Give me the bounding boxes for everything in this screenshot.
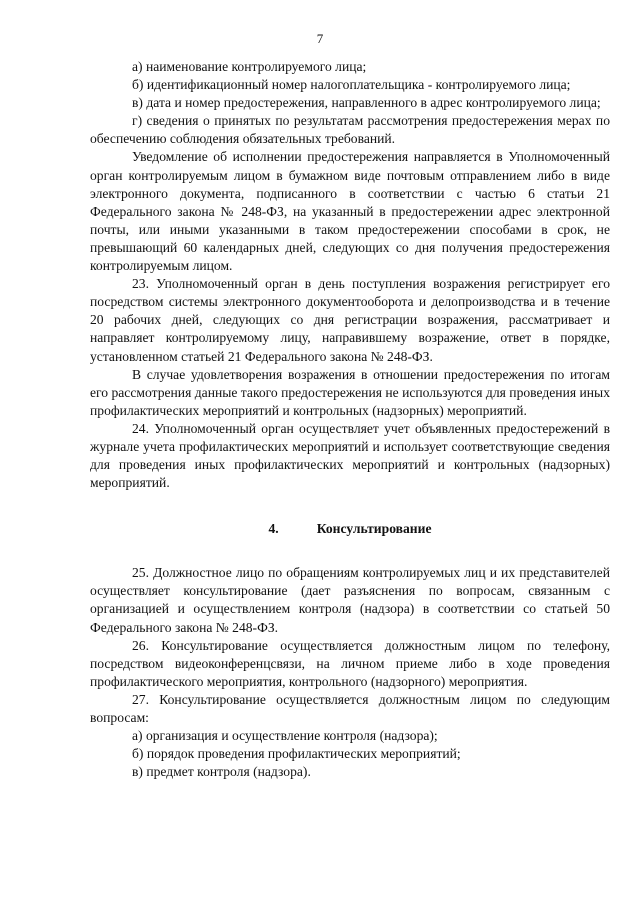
section-number: 4. xyxy=(268,521,279,537)
list-item-a: а) наименование контролируемого лица; xyxy=(132,59,367,74)
paragraph-27: 27. Консультирование осуществляется должностным лицом по следующим вопросам: xyxy=(90,691,610,725)
section-title: Консультирование xyxy=(316,521,432,537)
list-item-b-topic: б) порядок проведения профилактических мероприятий; xyxy=(132,746,461,762)
list-item-b: б) идентификационный номер налогоплательщика - контролируемого лица; xyxy=(132,77,571,93)
paragraph-26: 26. Консультирование осуществляется должностным лицом по телефону, посредством видеоконференцсвязи, на личном приеме либо в ходе проведения профилактического мероприятия, контрольного (надзорного) мероприятия. xyxy=(90,637,610,689)
paragraph-24: 24. Уполномоченный орган осуществляет учет объявленных предостережений в журнале учета профилактических мероприятий и использует соответствующие сведения для проведения иных профилактических мероприятий и контрольных (надзорных) мероприятий. xyxy=(90,420,610,491)
list-item-v-topic: в) предмет контроля (надзора). xyxy=(132,764,311,780)
document-body xyxy=(90,58,610,781)
paragraph-25: 25. Должностное лицо по обращениям контролируемых лиц и их представителей осуществляет консультирование (дает разъяснения по вопросам, связанным с организацией и осуществлением контроля (надзора) в соответствии со статьей 50 Федерального закона № 248-ФЗ. xyxy=(90,565,610,635)
list-item-v: в) дата и номер предостережения, направленного в адрес контролируемого лица; xyxy=(132,95,601,111)
page-number: 7 xyxy=(316,31,324,46)
paragraph-23: 23. Уполномоченный орган в день поступления возражения регистрирует его посредством системы электронного документооборота и делопроизводства и в течение 20 рабочих дней, следующих со дня регистрации возражения, рассматривает и направляет контролируемому лицу, направившему возражение, ответ в порядке, установленном статьей 21 Федерального закона № 248-ФЗ. xyxy=(90,276,610,364)
list-item-a-topic: а) организация и осуществление контроля (надзора); xyxy=(132,728,438,744)
section-heading xyxy=(90,520,610,538)
paragraph-notification: Уведомление об исполнении предостережения направляется в Уполномоченный орган контролируемым лицом в бумажном виде почтовым отправлением либо в виде электронного документа, подписанного в соответствии с частью 6 статьи 21 Федерального закона № 248-ФЗ, на указанный в предостережении адрес электронной почты, или иными указанными в таком предостережении способами в срок, не превышающий 60 календарных дней, следующих со дня получения предостережения контролируемым лицом. xyxy=(90,149,610,274)
list-item-g: г) сведения о принятых по результатам рассмотрения предостережения мерах по обеспечению соблюдения обязательных требований. xyxy=(90,113,610,147)
paragraph-objection: В случае удовлетворения возражения в отношении предостережения по итогам его рассмотрения данные такого предостережения не используются для проведения иных профилактических мероприятий и контрольных (надзорных) мероприятий. xyxy=(90,366,610,418)
